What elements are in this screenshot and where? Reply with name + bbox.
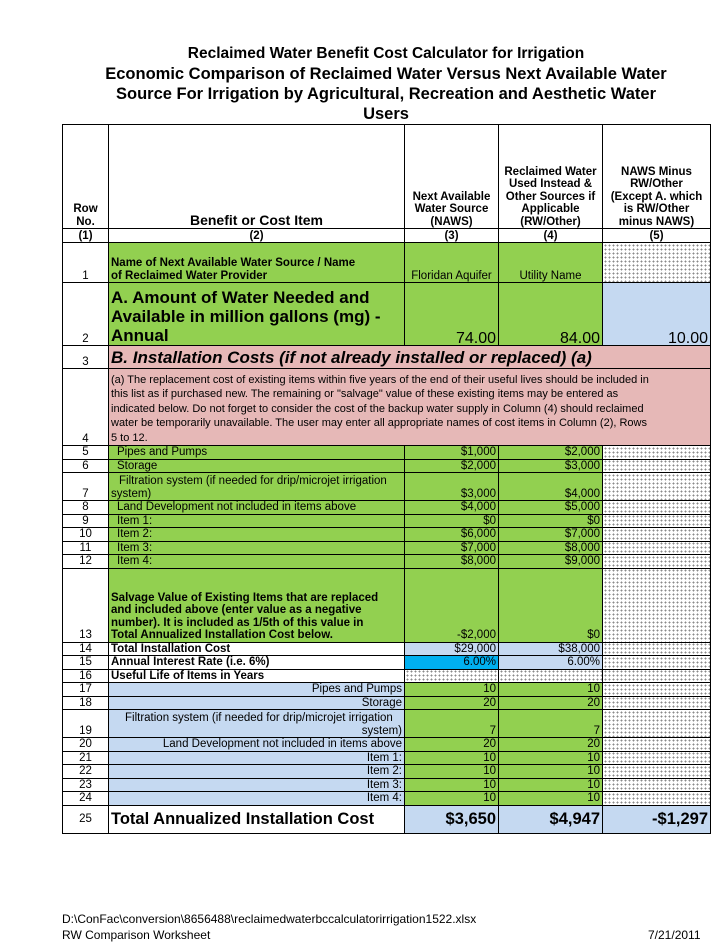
- rw-interest-rate: 6.00%: [499, 656, 603, 670]
- interest-rate-input[interactable]: 6.00%: [405, 656, 499, 670]
- rw-life-cell[interactable]: 20: [499, 738, 603, 752]
- rw-cost-cell[interactable]: $3,000: [499, 459, 603, 473]
- cost-item-label[interactable]: Land Development not included in items above: [109, 501, 405, 515]
- row-number: 23: [63, 778, 109, 792]
- naws-life-cell[interactable]: 20: [405, 738, 499, 752]
- shaded-cell: [603, 514, 711, 528]
- cost-item-label[interactable]: Pipes and Pumps: [109, 446, 405, 460]
- row-number: 20: [63, 738, 109, 752]
- shaded-cell: [603, 751, 711, 765]
- row-number: 16: [63, 669, 109, 683]
- life-item-label: Item 1:: [109, 751, 405, 765]
- sheet-name: RW Comparison Worksheet: [62, 928, 211, 942]
- rw-salvage-cell[interactable]: $0: [499, 568, 603, 642]
- table-row: [63, 656, 711, 670]
- col2-header: Benefit or Cost Item: [109, 125, 405, 229]
- naws-cost-cell[interactable]: $8,000: [405, 555, 499, 569]
- table-row: [63, 738, 711, 752]
- rw-life-cell[interactable]: 10: [499, 683, 603, 697]
- row-number: 12: [63, 555, 109, 569]
- rw-cost-cell[interactable]: $4,000: [499, 473, 603, 501]
- water-amount-label: A. Amount of Water Needed and Available in million gallons (mg) - Annual: [109, 283, 405, 346]
- cost-item-label[interactable]: Storage: [109, 459, 405, 473]
- row-number: 3: [63, 346, 109, 369]
- interest-rate-label: Annual Interest Rate (i.e. 6%): [109, 656, 405, 670]
- naws-cost-cell[interactable]: $1,000: [405, 446, 499, 460]
- installation-costs-section-header: B. Installation Costs (if not already installed or replaced) (a): [109, 346, 711, 369]
- rw-cost-cell[interactable]: $7,000: [499, 528, 603, 542]
- naws-cost-cell[interactable]: $6,000: [405, 528, 499, 542]
- table-row: [63, 459, 711, 473]
- salvage-value-label: Salvage Value of Existing Items that are replaced and included above (enter value as a negative number). It is included as 1/5th of this value in Total Annualized Installation Cost below.: [109, 568, 405, 642]
- cost-item-label[interactable]: Filtration system (if needed for drip/microjet irrigation system): [109, 473, 405, 501]
- row-number: 11: [63, 541, 109, 555]
- row-number: 13: [63, 568, 109, 642]
- table-row: [63, 528, 711, 542]
- rw-life-cell[interactable]: 20: [499, 696, 603, 710]
- rw-life-cell[interactable]: 10: [499, 765, 603, 779]
- shaded-cell: [405, 669, 499, 683]
- naws-name-cell[interactable]: Floridan Aquifer: [405, 243, 499, 283]
- table-row: [63, 710, 711, 738]
- shaded-cell: [603, 669, 711, 683]
- row-number: 17: [63, 683, 109, 697]
- table-row: [63, 243, 711, 283]
- table-row: [63, 792, 711, 806]
- table-row: [63, 283, 711, 346]
- shaded-cell: [603, 696, 711, 710]
- row-number: 24: [63, 792, 109, 806]
- naws-life-cell[interactable]: 7: [405, 710, 499, 738]
- worksheet-title: [62, 44, 710, 124]
- shaded-cell: [603, 738, 711, 752]
- print-date: 7/21/2011: [648, 928, 701, 942]
- naws-salvage-cell[interactable]: -$2,000: [405, 568, 499, 642]
- benefit-cost-table: [62, 124, 711, 834]
- row-number: 19: [63, 710, 109, 738]
- rw-total-annualized: $4,947: [499, 805, 603, 833]
- col4-number: (4): [499, 229, 603, 243]
- table-row: [63, 555, 711, 569]
- title-line-1: Reclaimed Water Benefit Cost Calculator for Irrigation: [187, 45, 585, 62]
- rw-cost-cell[interactable]: $8,000: [499, 541, 603, 555]
- shaded-cell: [603, 642, 711, 656]
- col4-header: Reclaimed Water Used Instead & Other Sources if Applicable (RW/Other): [499, 125, 603, 229]
- col1-number: (1): [63, 229, 109, 243]
- col3-header: Next Available Water Source (NAWS): [405, 125, 499, 229]
- title-line-2: Economic Comparison of Reclaimed Water Versus Next Available Water: [105, 65, 667, 83]
- annualized-difference: -$1,297: [603, 805, 711, 833]
- life-item-label: Land Development not included in items above: [109, 738, 405, 752]
- table-row: [63, 642, 711, 656]
- shaded-cell: [603, 555, 711, 569]
- page-footer: [62, 911, 476, 943]
- naws-total-annualized: $3,650: [405, 805, 499, 833]
- row-number: 6: [63, 459, 109, 473]
- shaded-cell: [603, 501, 711, 515]
- shaded-cell: [603, 656, 711, 670]
- col2-number: (2): [109, 229, 405, 243]
- naws-cost-cell[interactable]: $0: [405, 514, 499, 528]
- table-row: [63, 568, 711, 642]
- row-number: 15: [63, 656, 109, 670]
- row-number: 10: [63, 528, 109, 542]
- installation-note: (a) The replacement cost of existing items within five years of the end of their useful lives should be included in this list as if purchased new. The remaining or "salvage" value of these existing items may be entered as indicated below. Do not forget to consider the cost of the backup water supply in Column (4) should reclaimed water be temporarily unavailable. The user may enter all appropriate names of cost items in Column (2), Rows 5 to 12.: [109, 369, 711, 446]
- shaded-cell: [603, 792, 711, 806]
- col3-number: (3): [405, 229, 499, 243]
- rw-cost-cell[interactable]: $9,000: [499, 555, 603, 569]
- row-number: 4: [63, 369, 109, 446]
- source-name-label: Name of Next Available Water Source / Name of Reclaimed Water Provider: [109, 243, 405, 283]
- rw-cost-cell[interactable]: $5,000: [499, 501, 603, 515]
- row-number: 5: [63, 446, 109, 460]
- shaded-cell: [603, 446, 711, 460]
- table-row: [63, 346, 711, 369]
- row-number: 18: [63, 696, 109, 710]
- useful-life-label: Useful Life of Items in Years: [109, 669, 405, 683]
- naws-cost-cell[interactable]: $2,000: [405, 459, 499, 473]
- row-number: 9: [63, 514, 109, 528]
- shaded-cell: [603, 243, 711, 283]
- rw-total-installation: $38,000: [499, 642, 603, 656]
- naws-total-installation: $29,000: [405, 642, 499, 656]
- rw-cost-cell[interactable]: $0: [499, 514, 603, 528]
- cost-item-label[interactable]: Item 2:: [109, 528, 405, 542]
- shaded-cell: [603, 710, 711, 738]
- cost-item-label[interactable]: Item 4:: [109, 555, 405, 569]
- naws-life-cell[interactable]: 10: [405, 778, 499, 792]
- file-path: D:\ConFac\conversion\8656488\reclaimedwaterbccalculatorirrigation1522.xlsx: [62, 912, 477, 926]
- table-row: [63, 369, 711, 446]
- table-row: [63, 501, 711, 515]
- table-row: [63, 683, 711, 697]
- shaded-cell: [603, 683, 711, 697]
- rw-life-cell[interactable]: 10: [499, 778, 603, 792]
- rw-name-cell[interactable]: Utility Name: [499, 243, 603, 283]
- table-row: [63, 778, 711, 792]
- naws-life-cell[interactable]: 10: [405, 683, 499, 697]
- naws-life-cell[interactable]: 10: [405, 765, 499, 779]
- shaded-cell: [603, 473, 711, 501]
- title-line-4: Users: [363, 105, 409, 123]
- table-row: [63, 669, 711, 683]
- rw-amount-cell[interactable]: 84.00: [499, 283, 603, 346]
- row-no-header: Row No.: [63, 125, 109, 229]
- table-row: [63, 541, 711, 555]
- header-row: [63, 125, 711, 229]
- table-row: [63, 473, 711, 501]
- shaded-cell: [603, 778, 711, 792]
- cost-item-label[interactable]: Item 3:: [109, 541, 405, 555]
- naws-cost-cell[interactable]: $7,000: [405, 541, 499, 555]
- row-number: 14: [63, 642, 109, 656]
- row-number: 21: [63, 751, 109, 765]
- naws-amount-cell[interactable]: 74.00: [405, 283, 499, 346]
- total-installation-label: Total Installation Cost: [109, 642, 405, 656]
- rw-life-cell[interactable]: 7: [499, 710, 603, 738]
- shaded-cell: [603, 459, 711, 473]
- cost-item-label[interactable]: Item 1:: [109, 514, 405, 528]
- shaded-cell: [603, 541, 711, 555]
- table-row: [63, 805, 711, 833]
- naws-cost-cell[interactable]: $3,000: [405, 473, 499, 501]
- rw-life-cell[interactable]: 10: [499, 751, 603, 765]
- naws-life-cell[interactable]: 10: [405, 792, 499, 806]
- table-row: [63, 751, 711, 765]
- total-annualized-label: Total Annualized Installation Cost: [109, 805, 405, 833]
- table-row: [63, 696, 711, 710]
- row-number: 22: [63, 765, 109, 779]
- row-number: 8: [63, 501, 109, 515]
- table-row: [63, 765, 711, 779]
- rw-cost-cell[interactable]: $2,000: [499, 446, 603, 460]
- title-line-3: Source For Irrigation by Agricultural, Recreation and Aesthetic Water: [115, 85, 657, 103]
- row-number: 1: [63, 243, 109, 283]
- shaded-cell: [603, 528, 711, 542]
- rw-life-cell[interactable]: 10: [499, 792, 603, 806]
- life-item-label: Item 4:: [109, 792, 405, 806]
- row-number: 25: [63, 805, 109, 833]
- shaded-cell: [499, 669, 603, 683]
- col5-number: (5): [603, 229, 711, 243]
- shaded-cell: [603, 568, 711, 642]
- life-item-label: Item 3:: [109, 778, 405, 792]
- row-number: 2: [63, 283, 109, 346]
- life-item-label: Item 2:: [109, 765, 405, 779]
- naws-life-cell[interactable]: 10: [405, 751, 499, 765]
- table-row: [63, 446, 711, 460]
- life-item-label: Filtration system (if needed for drip/microjet irrigation system): [109, 710, 405, 738]
- table-row: [63, 514, 711, 528]
- amount-difference-cell: 10.00: [603, 283, 711, 346]
- naws-cost-cell[interactable]: $4,000: [405, 501, 499, 515]
- column-number-row: [63, 229, 711, 243]
- life-item-label: Pipes and Pumps: [109, 683, 405, 697]
- life-item-label: Storage: [109, 696, 405, 710]
- naws-life-cell[interactable]: 20: [405, 696, 499, 710]
- row-number: 7: [63, 473, 109, 501]
- col5-header: NAWS Minus RW/Other (Except A. which is RW/Other minus NAWS): [603, 125, 711, 229]
- shaded-cell: [603, 765, 711, 779]
